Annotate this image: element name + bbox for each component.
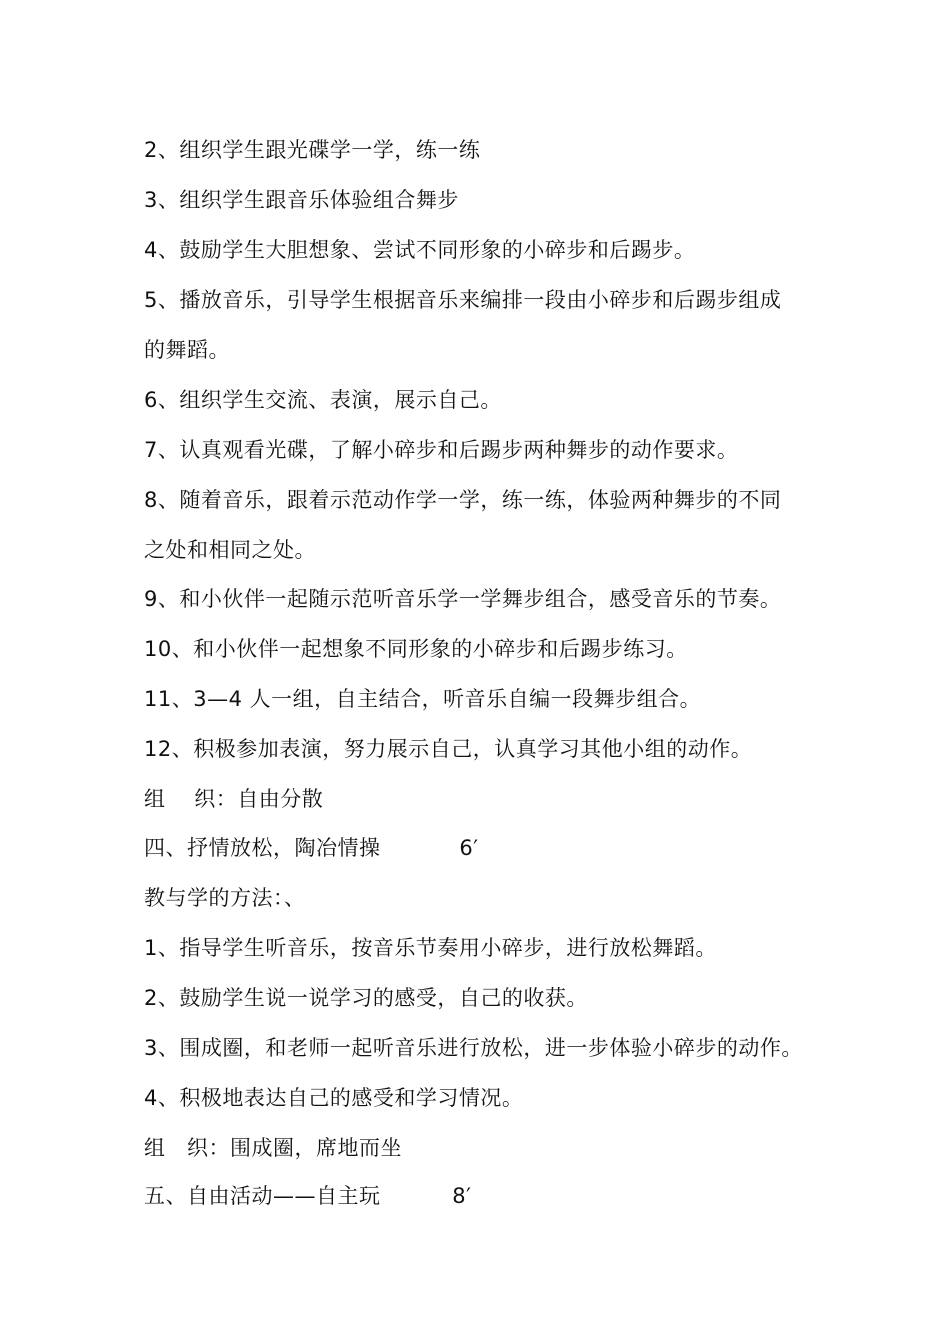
text-line: 4、鼓励学生大胆想象、尝试不同形象的小碎步和后踢步。 <box>144 238 696 262</box>
section-heading: 四、抒情放松，陶冶情操 6′ <box>144 836 479 860</box>
text-line: 3、组织学生跟音乐体验组合舞步 <box>144 188 459 212</box>
text-line: 4、积极地表达自己的感受和学习情况。 <box>144 1086 524 1110</box>
text-line: 2、鼓励学生说一说学习的感受，自己的收获。 <box>144 986 588 1010</box>
text-line: 组 织：自由分散 <box>144 787 324 811</box>
text-line: 1、指导学生听音乐，按音乐节奏用小碎步，进行放松舞蹈。 <box>144 936 717 960</box>
text-line: 之处和相同之处。 <box>144 538 316 562</box>
text-line: 8、随着音乐，跟着示范动作学一学，练一练，体验两种舞步的不同 <box>144 488 782 512</box>
section-heading: 五、自由活动——自主玩 8′ <box>144 1184 472 1208</box>
text-line: 3、围成圈，和老师一起听音乐进行放松，进一步体验小碎步的动作。 <box>144 1036 803 1060</box>
text-line: 6、组织学生交流、表演，展示自己。 <box>144 388 502 412</box>
text-line: 9、和小伙伴一起随示范听音乐学一学舞步组合，感受音乐的节奏。 <box>144 587 782 611</box>
text-line: 10、和小伙伴一起想象不同形象的小碎步和后踢步练习。 <box>144 637 688 661</box>
text-line: 12、积极参加表演，努力展示自己，认真学习其他小组的动作。 <box>144 737 753 761</box>
text-line: 2、组织学生跟光碟学一学，练一练 <box>144 138 481 162</box>
text-line: 组 织：围成圈，席地而坐 <box>144 1136 403 1160</box>
text-line: 11、3—4 人一组，自主结合，听音乐自编一段舞步组合。 <box>144 687 702 711</box>
text-line: 教与学的方法：、 <box>144 886 306 910</box>
text-line: 5、播放音乐，引导学生根据音乐来编排一段由小碎步和后踢步组成 <box>144 288 782 312</box>
text-line: 7、认真观看光碟，了解小碎步和后踢步两种舞步的动作要求。 <box>144 438 739 462</box>
text-line: 的舞蹈。 <box>144 338 230 362</box>
